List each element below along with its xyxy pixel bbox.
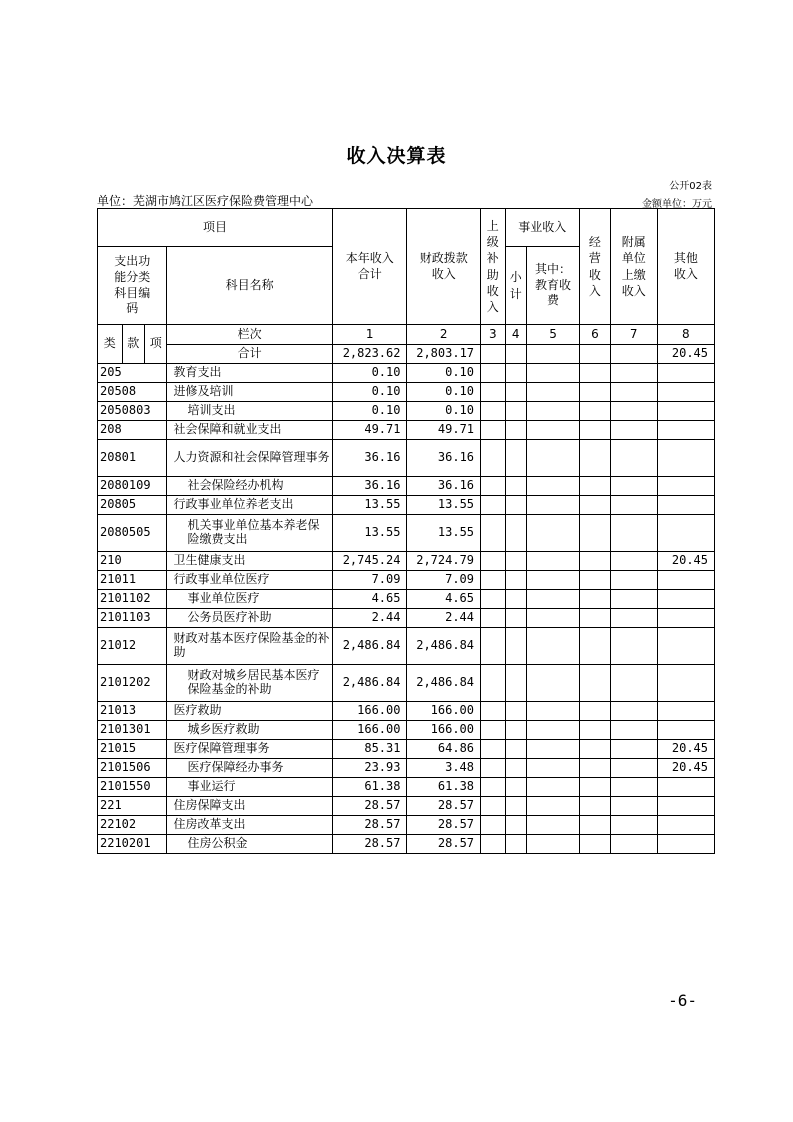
fiscal-income-value: 64.86 <box>407 740 481 759</box>
subject-name: 住房公积金 <box>167 835 332 854</box>
education-value <box>526 721 579 740</box>
operating-value <box>580 440 611 477</box>
fiscal-income-value: 28.57 <box>407 797 481 816</box>
header-education-fee: 其中： 教育收 费 <box>526 247 579 325</box>
superior-value <box>481 665 506 702</box>
fiscal-income-value: 28.57 <box>407 816 481 835</box>
total-income-value: 0.10 <box>332 383 407 402</box>
header-subject-name: 科目名称 <box>167 247 332 325</box>
operating-value <box>580 421 611 440</box>
grand-total-value <box>505 345 526 364</box>
other-income-value <box>657 609 714 628</box>
subject-name: 医疗保障管理事务 <box>167 740 332 759</box>
subject-name: 社会保障和就业支出 <box>167 421 332 440</box>
grand-total-value: 2,803.17 <box>407 345 481 364</box>
subject-name: 教育支出 <box>167 364 332 383</box>
education-value <box>526 609 579 628</box>
subject-name: 医疗保障经办事务 <box>167 759 332 778</box>
header-column-order: 栏次 <box>167 325 332 345</box>
header-func-code: 支出功 能分类 科目编 码 <box>98 247 167 325</box>
table-row <box>98 477 715 496</box>
subject-name: 进修及培训 <box>167 383 332 402</box>
subtotal-value <box>505 609 526 628</box>
total-income-value: 2,486.84 <box>332 665 407 702</box>
subject-code: 2101506 <box>98 759 167 778</box>
fiscal-income-value: 2,486.84 <box>407 665 481 702</box>
subject-name: 行政事业单位养老支出 <box>167 496 332 515</box>
col-num: 2 <box>407 325 481 345</box>
subtotal-value <box>505 552 526 571</box>
superior-value <box>481 552 506 571</box>
header-xiang: 项 <box>144 325 166 364</box>
other-income-value: 20.45 <box>657 740 714 759</box>
income-table <box>97 208 715 854</box>
subtotal-value <box>505 477 526 496</box>
subject-code: 21013 <box>98 702 167 721</box>
education-value <box>526 496 579 515</box>
operating-value <box>580 628 611 665</box>
table-row <box>98 797 715 816</box>
affiliated-value <box>610 421 657 440</box>
superior-value <box>481 515 506 552</box>
other-income-value <box>657 402 714 421</box>
superior-value <box>481 740 506 759</box>
subtotal-value <box>505 778 526 797</box>
superior-value <box>481 364 506 383</box>
subject-name: 培训支出 <box>167 402 332 421</box>
operating-value <box>580 797 611 816</box>
other-income-value <box>657 721 714 740</box>
subject-code: 2210201 <box>98 835 167 854</box>
fiscal-income-value: 36.16 <box>407 477 481 496</box>
total-income-value: 13.55 <box>332 515 407 552</box>
subject-name: 卫生健康支出 <box>167 552 332 571</box>
subtotal-value <box>505 740 526 759</box>
superior-value <box>481 609 506 628</box>
other-income-value <box>657 364 714 383</box>
total-income-value: 23.93 <box>332 759 407 778</box>
total-income-value: 61.38 <box>332 778 407 797</box>
operating-value <box>580 383 611 402</box>
subject-code: 21011 <box>98 571 167 590</box>
col-num: 1 <box>332 325 407 345</box>
affiliated-value <box>610 609 657 628</box>
affiliated-value <box>610 665 657 702</box>
total-income-value: 2,745.24 <box>332 552 407 571</box>
header-lei: 类 <box>98 325 123 364</box>
affiliated-value <box>610 590 657 609</box>
table-row <box>98 759 715 778</box>
subject-code: 208 <box>98 421 167 440</box>
subject-code: 22102 <box>98 816 167 835</box>
fiscal-income-value: 28.57 <box>407 835 481 854</box>
education-value <box>526 759 579 778</box>
total-income-value: 0.10 <box>332 364 407 383</box>
operating-value <box>580 515 611 552</box>
grand-total-label: 合计 <box>167 345 332 364</box>
fiscal-income-value: 13.55 <box>407 496 481 515</box>
subtotal-value <box>505 571 526 590</box>
education-value <box>526 797 579 816</box>
fiscal-income-value: 3.48 <box>407 759 481 778</box>
subject-name: 公务员医疗补助 <box>167 609 332 628</box>
subject-code: 21012 <box>98 628 167 665</box>
grand-total-value <box>481 345 506 364</box>
subtotal-value <box>505 721 526 740</box>
other-income-value <box>657 590 714 609</box>
subject-code: 2101102 <box>98 590 167 609</box>
fiscal-income-value: 7.09 <box>407 571 481 590</box>
education-value <box>526 552 579 571</box>
superior-value <box>481 721 506 740</box>
education-value <box>526 571 579 590</box>
other-income-value <box>657 702 714 721</box>
subject-name: 财政对基本医疗保险基金的补助 <box>167 628 332 665</box>
operating-value <box>580 402 611 421</box>
education-value <box>526 702 579 721</box>
total-income-value: 36.16 <box>332 477 407 496</box>
table-row <box>98 721 715 740</box>
other-income-value <box>657 515 714 552</box>
education-value <box>526 421 579 440</box>
subtotal-value <box>505 797 526 816</box>
fiscal-income-value: 4.65 <box>407 590 481 609</box>
other-income-value <box>657 628 714 665</box>
operating-value <box>580 721 611 740</box>
table-row <box>98 571 715 590</box>
header-total-income: 本年收入 合计 <box>332 209 407 325</box>
fiscal-income-value: 49.71 <box>407 421 481 440</box>
operating-value <box>580 816 611 835</box>
affiliated-value <box>610 571 657 590</box>
other-income-value <box>657 477 714 496</box>
table-row <box>98 515 715 552</box>
table-row <box>98 402 715 421</box>
fiscal-income-value: 36.16 <box>407 440 481 477</box>
affiliated-value <box>610 552 657 571</box>
operating-value <box>580 702 611 721</box>
operating-value <box>580 609 611 628</box>
superior-value <box>481 477 506 496</box>
operating-value <box>580 552 611 571</box>
fiscal-income-value: 61.38 <box>407 778 481 797</box>
header-kuan: 款 <box>122 325 144 364</box>
education-value <box>526 590 579 609</box>
education-value <box>526 816 579 835</box>
subtotal-value <box>505 421 526 440</box>
education-value <box>526 515 579 552</box>
superior-value <box>481 778 506 797</box>
total-income-value: 0.10 <box>332 402 407 421</box>
superior-value <box>481 383 506 402</box>
fiscal-income-value: 0.10 <box>407 364 481 383</box>
fiscal-income-value: 2.44 <box>407 609 481 628</box>
table-row <box>98 665 715 702</box>
subtotal-value <box>505 628 526 665</box>
affiliated-value <box>610 383 657 402</box>
page-title: 收入决算表 <box>346 145 447 167</box>
table-row <box>98 440 715 477</box>
form-number: 公开02表 <box>669 181 712 192</box>
fiscal-income-value: 166.00 <box>407 702 481 721</box>
education-value <box>526 477 579 496</box>
affiliated-value <box>610 628 657 665</box>
header-other-income: 其他 收入 <box>657 209 714 325</box>
header-fiscal-income: 财政拨款 收入 <box>407 209 481 325</box>
education-value <box>526 778 579 797</box>
education-value <box>526 440 579 477</box>
superior-value <box>481 440 506 477</box>
col-num: 8 <box>657 325 714 345</box>
table-row <box>98 421 715 440</box>
header-affiliated-income: 附属 单位 上缴 收入 <box>610 209 657 325</box>
affiliated-value <box>610 740 657 759</box>
subtotal-value <box>505 590 526 609</box>
subtotal-value <box>505 364 526 383</box>
subtotal-value <box>505 383 526 402</box>
total-income-value: 49.71 <box>332 421 407 440</box>
subtotal-value <box>505 702 526 721</box>
table-row <box>98 702 715 721</box>
col-num: 4 <box>505 325 526 345</box>
fiscal-income-value: 0.10 <box>407 383 481 402</box>
amount-unit-label: 金额单位：万元 <box>642 199 712 210</box>
other-income-value <box>657 383 714 402</box>
subject-name: 行政事业单位医疗 <box>167 571 332 590</box>
subject-name: 机关事业单位基本养老保险缴费支出 <box>167 515 332 552</box>
affiliated-value <box>610 721 657 740</box>
subject-name: 事业单位医疗 <box>167 590 332 609</box>
subject-name: 人力资源和社会保障管理事务 <box>167 440 332 477</box>
header-superior-subsidy: 上 级 补 助 收 入 <box>481 209 506 325</box>
subtotal-value <box>505 496 526 515</box>
subject-name: 事业运行 <box>167 778 332 797</box>
table-row <box>98 609 715 628</box>
fiscal-income-value: 2,724.79 <box>407 552 481 571</box>
subject-name: 医疗救助 <box>167 702 332 721</box>
table-row <box>98 740 715 759</box>
education-value <box>526 402 579 421</box>
affiliated-value <box>610 402 657 421</box>
superior-value <box>481 421 506 440</box>
col-num: 3 <box>481 325 506 345</box>
operating-value <box>580 364 611 383</box>
grand-total-value <box>580 345 611 364</box>
table-row <box>98 835 715 854</box>
affiliated-value <box>610 515 657 552</box>
table-row <box>98 552 715 571</box>
affiliated-value <box>610 778 657 797</box>
subtotal-value <box>505 665 526 702</box>
total-income-value: 28.57 <box>332 797 407 816</box>
education-value <box>526 383 579 402</box>
subject-name: 住房改革支出 <box>167 816 332 835</box>
other-income-value <box>657 835 714 854</box>
subject-code: 2050803 <box>98 402 167 421</box>
subtotal-value <box>505 759 526 778</box>
other-income-value <box>657 421 714 440</box>
operating-value <box>580 496 611 515</box>
grand-total-value <box>526 345 579 364</box>
header-operating-income: 经 营 收 入 <box>580 209 611 325</box>
affiliated-value <box>610 835 657 854</box>
fiscal-income-value: 13.55 <box>407 515 481 552</box>
subject-code: 20801 <box>98 440 167 477</box>
subtotal-value <box>505 816 526 835</box>
operating-value <box>580 778 611 797</box>
total-income-value: 4.65 <box>332 590 407 609</box>
total-income-value: 2.44 <box>332 609 407 628</box>
fiscal-income-value: 166.00 <box>407 721 481 740</box>
page-number: -6- <box>668 991 697 1010</box>
header-subtotal: 小 计 <box>505 247 526 325</box>
affiliated-value <box>610 477 657 496</box>
total-income-value: 13.55 <box>332 496 407 515</box>
subject-code: 20805 <box>98 496 167 515</box>
education-value <box>526 665 579 702</box>
subtotal-value <box>505 402 526 421</box>
subject-code: 2080109 <box>98 477 167 496</box>
superior-value <box>481 835 506 854</box>
grand-total-value: 20.45 <box>657 345 714 364</box>
other-income-value <box>657 797 714 816</box>
table-row <box>98 496 715 515</box>
affiliated-value <box>610 797 657 816</box>
fiscal-income-value: 0.10 <box>407 402 481 421</box>
operating-value <box>580 477 611 496</box>
operating-value <box>580 571 611 590</box>
subject-name: 社会保险经办机构 <box>167 477 332 496</box>
operating-value <box>580 740 611 759</box>
affiliated-value <box>610 496 657 515</box>
total-income-value: 2,486.84 <box>332 628 407 665</box>
subject-code: 2101202 <box>98 665 167 702</box>
superior-value <box>481 571 506 590</box>
table-row <box>98 778 715 797</box>
header-project: 项目 <box>98 209 333 247</box>
other-income-value <box>657 496 714 515</box>
operating-value <box>580 759 611 778</box>
superior-value <box>481 628 506 665</box>
total-income-value: 28.57 <box>332 835 407 854</box>
table-row <box>98 383 715 402</box>
total-income-value: 36.16 <box>332 440 407 477</box>
table-row <box>98 628 715 665</box>
subject-code: 21015 <box>98 740 167 759</box>
superior-value <box>481 797 506 816</box>
superior-value <box>481 590 506 609</box>
affiliated-value <box>610 759 657 778</box>
total-income-value: 28.57 <box>332 816 407 835</box>
subject-code: 2080505 <box>98 515 167 552</box>
subject-code: 2101301 <box>98 721 167 740</box>
grand-total-value <box>610 345 657 364</box>
other-income-value <box>657 816 714 835</box>
fiscal-income-value: 2,486.84 <box>407 628 481 665</box>
education-value <box>526 364 579 383</box>
superior-value <box>481 759 506 778</box>
header-career-income: 事业收入 <box>505 209 580 247</box>
subject-code: 210 <box>98 552 167 571</box>
total-income-value: 7.09 <box>332 571 407 590</box>
col-num: 6 <box>580 325 611 345</box>
subject-code: 221 <box>98 797 167 816</box>
table-row <box>98 364 715 383</box>
other-income-value: 20.45 <box>657 552 714 571</box>
operating-value <box>580 835 611 854</box>
col-num: 7 <box>610 325 657 345</box>
superior-value <box>481 702 506 721</box>
other-income-value: 20.45 <box>657 759 714 778</box>
subject-code: 2101103 <box>98 609 167 628</box>
subject-name: 城乡医疗救助 <box>167 721 332 740</box>
education-value <box>526 628 579 665</box>
subject-name: 住房保障支出 <box>167 797 332 816</box>
subject-name: 财政对城乡居民基本医疗保险基金的补助 <box>167 665 332 702</box>
other-income-value <box>657 778 714 797</box>
education-value <box>526 835 579 854</box>
superior-value <box>481 816 506 835</box>
other-income-value <box>657 440 714 477</box>
affiliated-value <box>610 364 657 383</box>
total-income-value: 85.31 <box>332 740 407 759</box>
grand-total-value: 2,823.62 <box>332 345 407 364</box>
education-value <box>526 740 579 759</box>
other-income-value <box>657 665 714 702</box>
superior-value <box>481 402 506 421</box>
subject-code: 205 <box>98 364 167 383</box>
other-income-value <box>657 571 714 590</box>
affiliated-value <box>610 440 657 477</box>
total-income-value: 166.00 <box>332 702 407 721</box>
subject-code: 20508 <box>98 383 167 402</box>
table-row <box>98 590 715 609</box>
affiliated-value <box>610 702 657 721</box>
operating-value <box>580 665 611 702</box>
subject-code: 2101550 <box>98 778 167 797</box>
superior-value <box>481 496 506 515</box>
subtotal-value <box>505 515 526 552</box>
table-row <box>98 816 715 835</box>
subtotal-value <box>505 835 526 854</box>
unit-label: 单位：芜湖市鸠江区医疗保险费管理中心 <box>97 194 314 208</box>
operating-value <box>580 590 611 609</box>
affiliated-value <box>610 816 657 835</box>
subtotal-value <box>505 440 526 477</box>
col-num: 5 <box>526 325 579 345</box>
total-income-value: 166.00 <box>332 721 407 740</box>
